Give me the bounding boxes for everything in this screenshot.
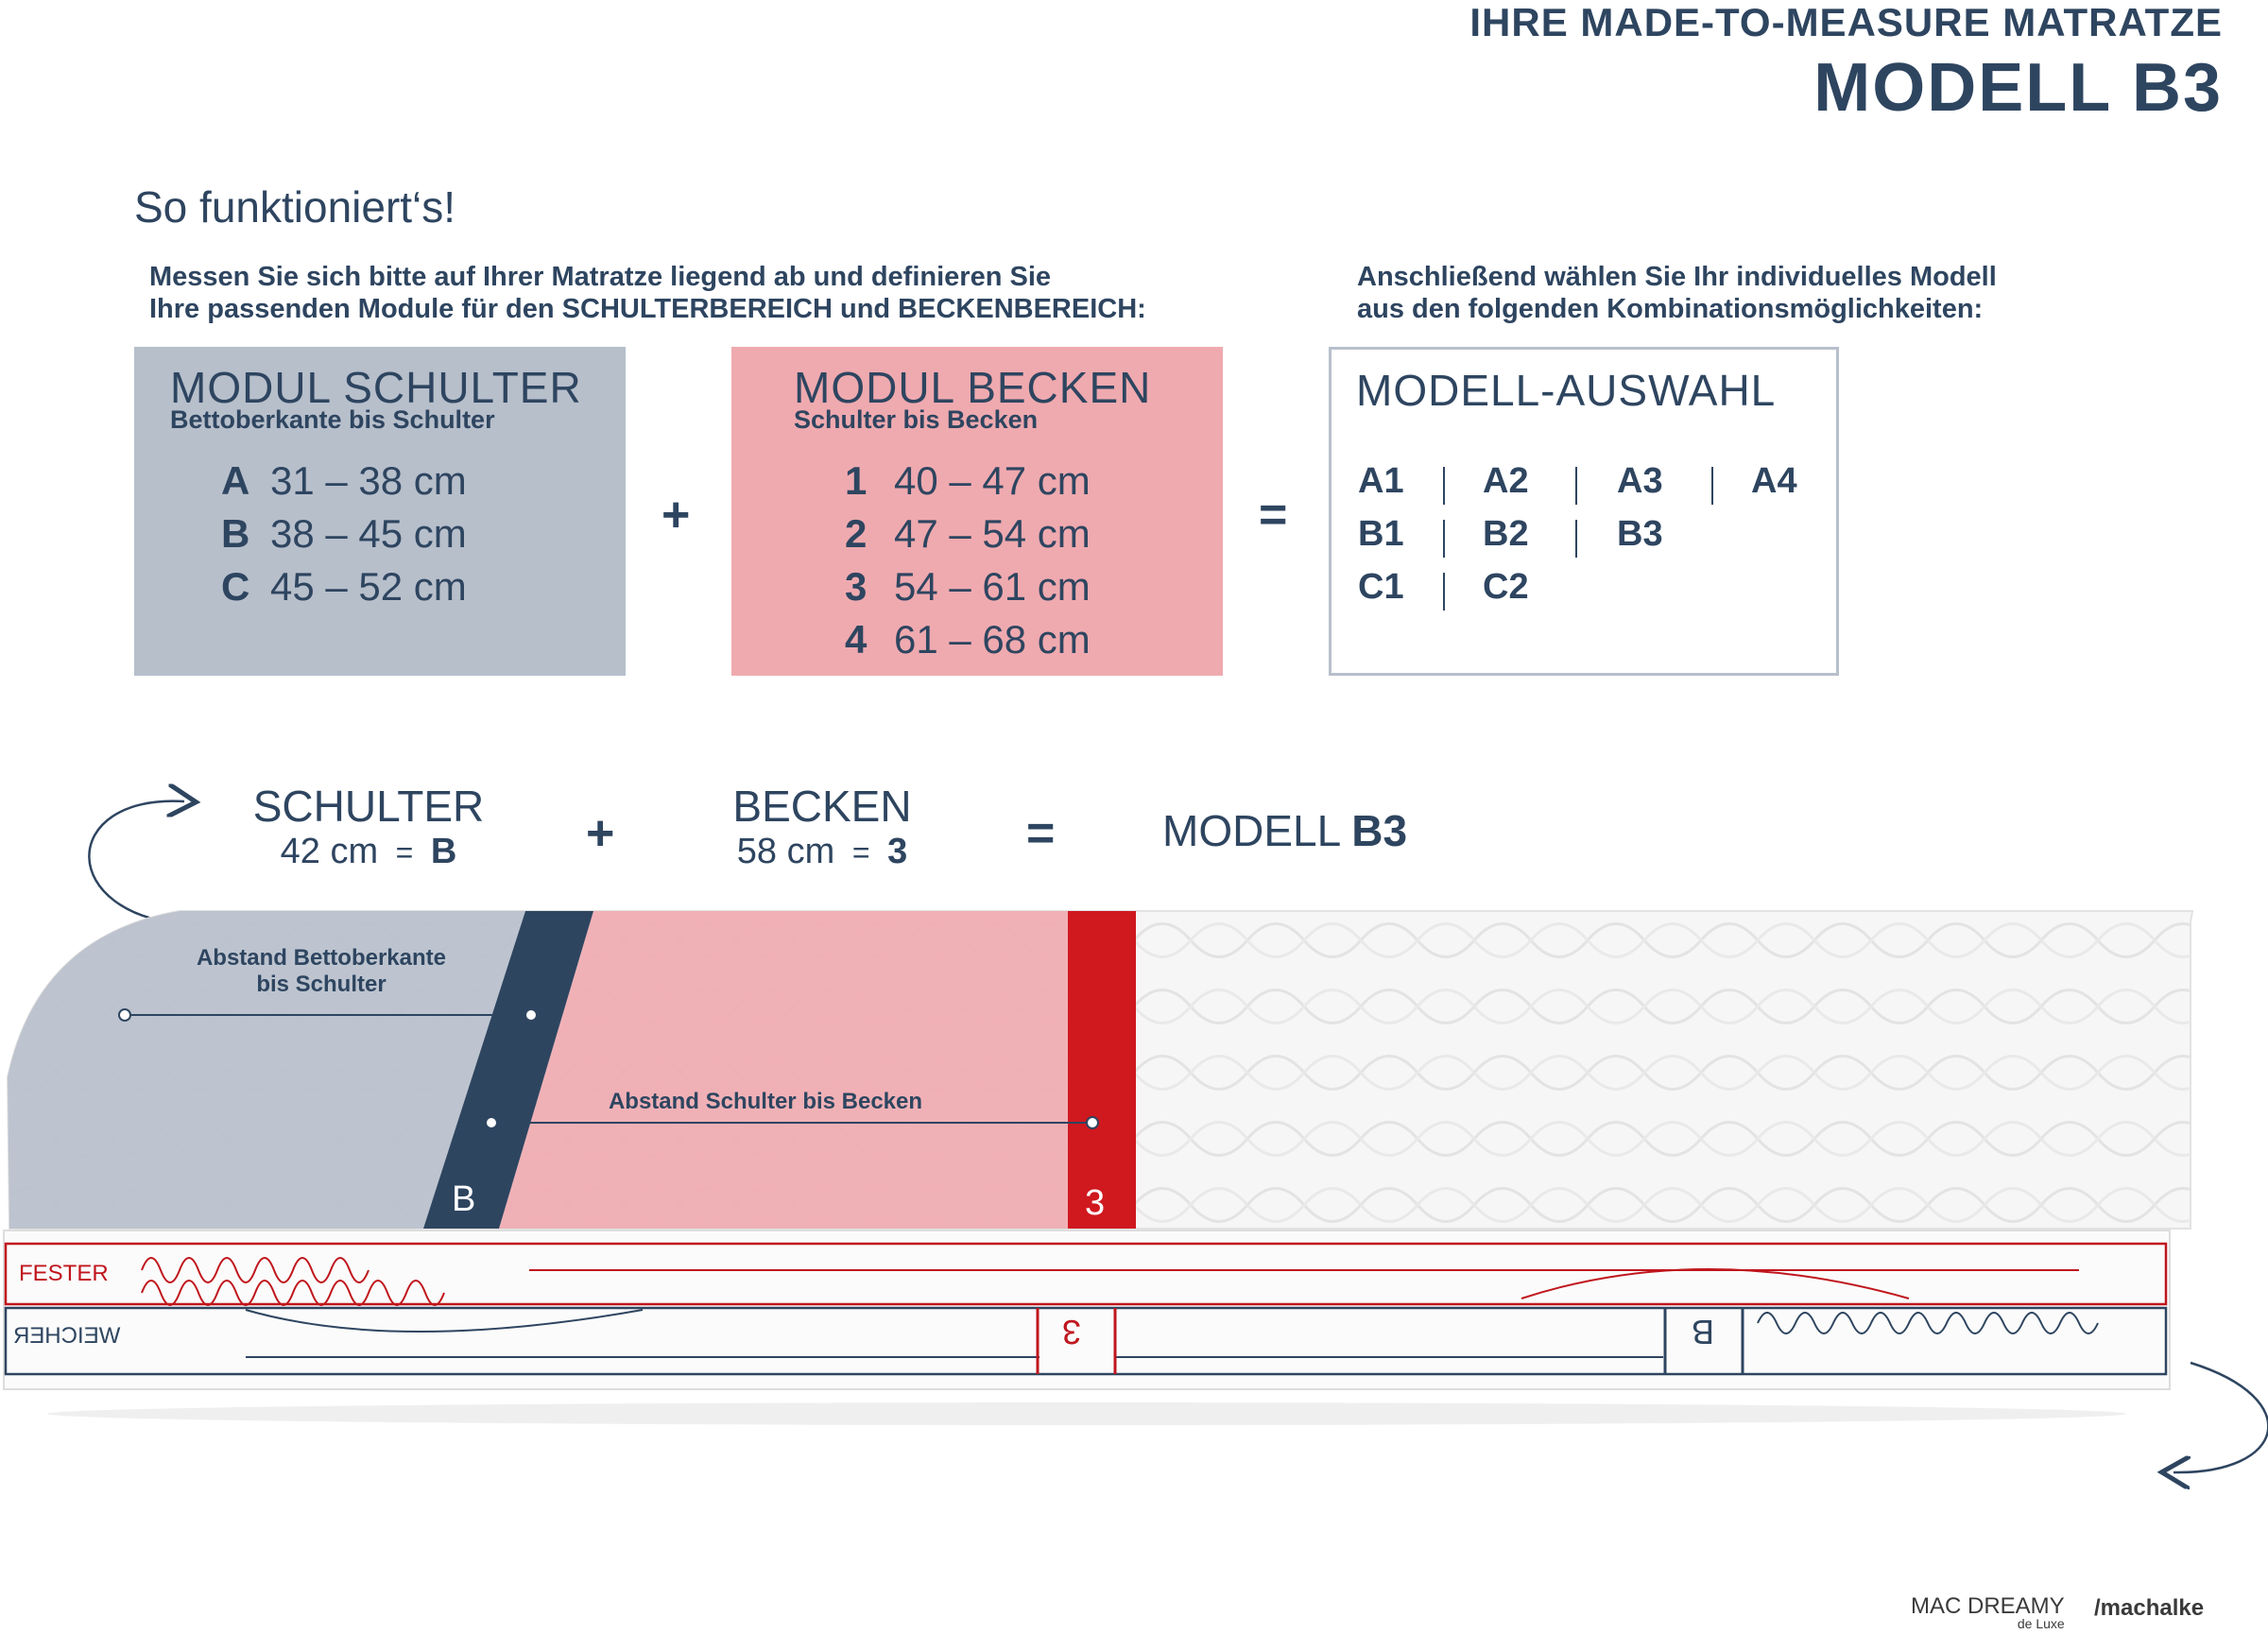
model-separator — [1575, 467, 1577, 505]
modul-schulter-subtitle: Bettoberkante bis Schulter — [170, 405, 495, 434]
example-becken-result: 3 — [887, 832, 908, 871]
label-pelvis-distance: Abstand Schulter bis Becken — [608, 1089, 923, 1114]
model-separator — [1443, 467, 1445, 505]
how-it-works-title: So funktioniert‘s! — [134, 182, 456, 232]
model-option: A4 — [1751, 461, 1797, 501]
model-separator — [1711, 467, 1713, 505]
modul-schulter-box — [134, 347, 626, 676]
example-result-prefix: MODELL — [1162, 806, 1340, 855]
modul-becken-title: MODUL BECKEN — [794, 363, 1152, 412]
modul-becken-subtitle: Schulter bis Becken — [794, 405, 1039, 434]
mattress-illustration — [0, 775, 2268, 1493]
example-plus: + — [586, 806, 615, 861]
band-3-label: 3 — [1085, 1183, 1106, 1223]
example-schulter-value: 42 cm — [280, 832, 379, 871]
mattress-side — [4, 1230, 2170, 1389]
equals-operator: = — [1259, 488, 1288, 542]
intro-right-line-1: Anschließend wählen Sie Ihr individuelles Modell — [1357, 262, 1997, 292]
fester-label: FESTER — [19, 1261, 109, 1286]
model-option: A2 — [1483, 461, 1529, 501]
label-shoulder-line-2: bis Schulter — [256, 972, 387, 997]
weicher-label: WEICHER — [13, 1323, 121, 1349]
intro-left-line-2: Ihre passenden Module für den SCHULTERBEREICH und BECKENBEREICH: — [149, 294, 1146, 324]
macdreamy-logo-text: MAC DREAMY — [1911, 1593, 2065, 1619]
example-becken-eq: = — [851, 835, 870, 869]
example-becken-value: 58 cm — [736, 832, 835, 871]
model-separator — [1443, 520, 1445, 558]
example-equals: = — [1026, 806, 1056, 861]
modell-grid — [1332, 350, 1842, 679]
modul-becken-row: 2 47 – 54 cm — [845, 511, 1091, 556]
model-option: B1 — [1358, 514, 1404, 554]
pelvis-zone — [499, 911, 1068, 1229]
model-option: C2 — [1483, 567, 1529, 607]
modul-becken-box — [731, 347, 1223, 676]
model-option: A1 — [1358, 461, 1404, 501]
modul-schulter-title: MODUL SCHULTER — [170, 363, 582, 412]
model-separator — [1575, 520, 1577, 558]
label-shoulder-line-1: Abstand Bettoberkante — [196, 945, 447, 971]
model-option: B2 — [1483, 514, 1529, 554]
modul-schulter-row: C 45 – 52 cm — [221, 564, 467, 609]
intro-left — [149, 261, 1146, 325]
rotate-arrow-top-left — [89, 801, 189, 924]
model-separator — [1443, 573, 1445, 611]
modul-schulter-row: B 38 – 45 cm — [221, 511, 467, 556]
example-schulter-eq: = — [395, 835, 414, 869]
intro-right-line-2: aus den folgenden Kombinationsmöglichkeiten: — [1357, 294, 1984, 324]
header-model-title: MODELL B3 — [1813, 50, 2223, 126]
model-option: A3 — [1617, 461, 1663, 501]
modul-schulter-row: A 31 – 38 cm — [221, 458, 467, 503]
mirrored-b-label: B — [1692, 1313, 1715, 1351]
example-becken-label: BECKEN — [732, 782, 912, 831]
model-option: C1 — [1358, 567, 1404, 607]
model-option: B3 — [1617, 514, 1663, 554]
modell-auswahl-title: MODELL-AUSWAHL — [1356, 366, 1777, 415]
modul-becken-row: 1 40 – 47 cm — [845, 458, 1091, 503]
plus-operator: + — [662, 488, 691, 542]
intro-right — [1357, 261, 1997, 325]
header-line-1: IHRE MADE-TO-MEASURE MATRATZE — [1469, 0, 2223, 44]
example-schulter-label: SCHULTER — [252, 782, 485, 831]
intro-left-line-1: Messen Sie sich bitte auf Ihrer Matratze liegend ab und definieren Sie — [149, 262, 1052, 292]
mirrored-3-label: 3 — [1062, 1313, 1082, 1351]
modell-auswahl-box — [1329, 347, 1839, 676]
macdreamy-logo — [1911, 1593, 2065, 1631]
modul-becken-row: 4 61 – 68 cm — [845, 617, 1091, 662]
label-shoulder-distance — [151, 945, 491, 998]
band-3 — [1068, 911, 1136, 1229]
band-b-label: B — [452, 1179, 476, 1219]
machalke-logo: /machalke — [2094, 1595, 2205, 1621]
example-result-model: B3 — [1351, 806, 1408, 855]
macdreamy-logo-sub: de Luxe — [2017, 1616, 2065, 1631]
example-schulter-result: B — [430, 832, 457, 871]
rotate-arrow-bottom-right — [2174, 1363, 2268, 1472]
modul-becken-row: 3 54 – 61 cm — [845, 564, 1091, 609]
